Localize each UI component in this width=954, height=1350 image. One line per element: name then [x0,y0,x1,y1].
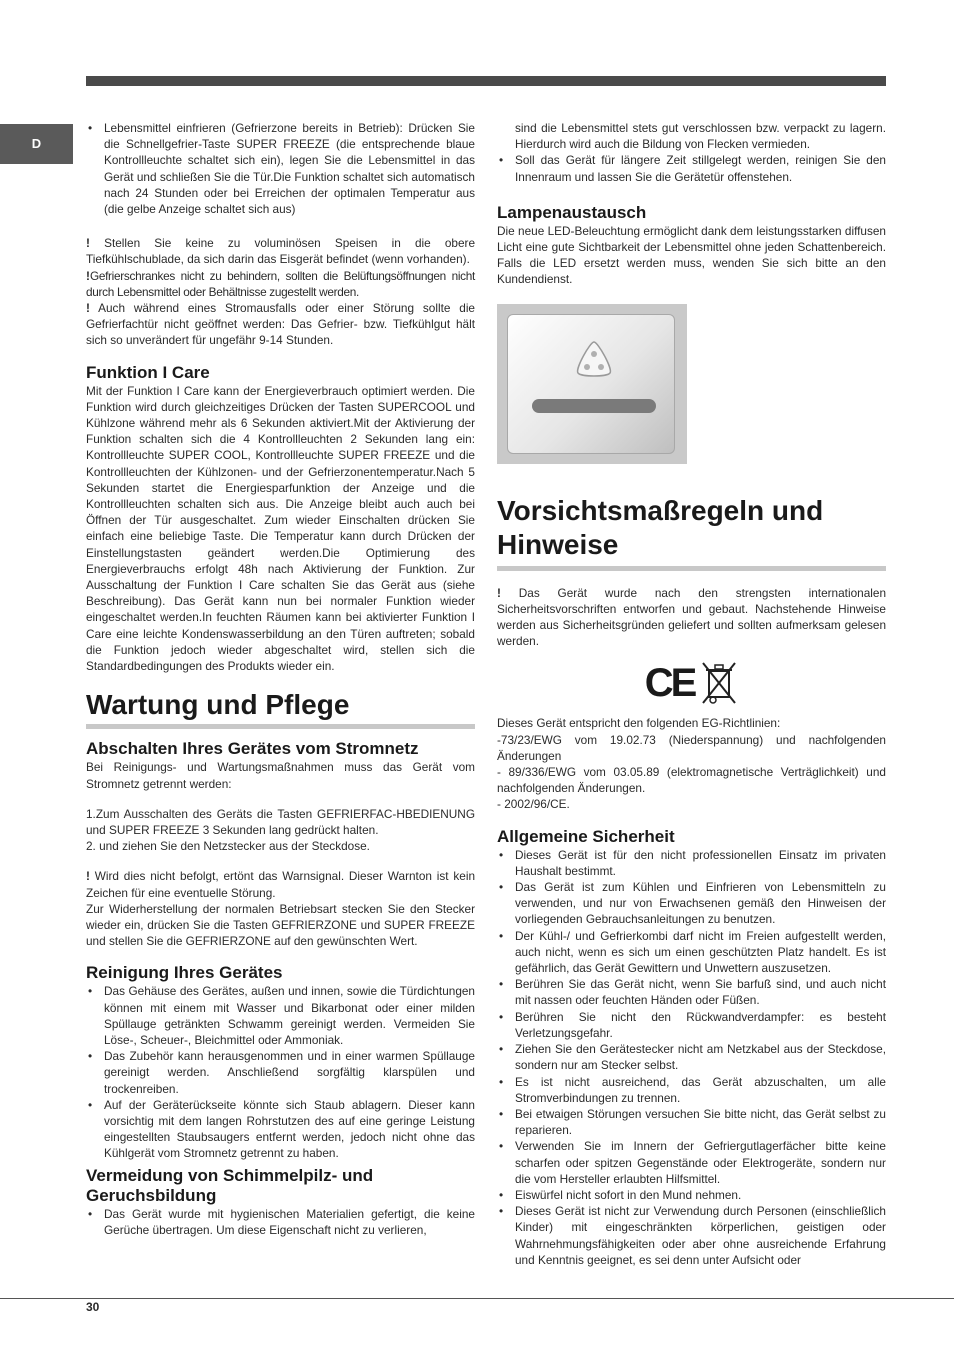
warning-text: Gefrierschrankes nicht zu behindern, sollten die Belüftungsöffnungen nicht durch Lebensmittel oder Behältnisse zugestellt werden. [86,268,475,299]
list-item: • Lebensmittel einfrieren (Gefrierzone bereits in Betrieb): Drücken Sie die Schnellgefrier-Taste SUPER FREEZE (die entsprechende blaue Kontrollleuchte schaltet sich ein), legen Sie die Lebensmittel in das Gerät und schließen Sie die Tür.Die Funktion schaltet sich automatisch nach 24 Stunden oder bei Erreichen der optimalen Temperatur aus (die gelbe Anzeige schaltet sich aus) [86,120,475,217]
mold-list [86,1206,475,1238]
list-item: • Berühren Sie das Gerät nicht, wenn Sie barfuß sind, und auch nicht mit nassen oder feuchten Händen oder Füßen. [497,976,886,1008]
language-tab: D [0,124,73,164]
ce-mark-logo: CE [644,661,695,706]
top-rule [86,76,886,86]
directive-line: - 89/336/EWG vom 03.05.89 (elektromagnetische Verträglichkeit) und nachfolgenden Änderungen. [497,765,886,796]
list-item: • Dieses Gerät ist für den nicht professionellen Einsatz im privaten Haushalt bestimmt. [497,847,886,879]
led-panel-illustration [497,304,687,464]
disconnect-warning [86,868,475,900]
icare-text: Mit der Funktion I Care kann der Energieverbrauch optimiert werden. Die Funktion wird durch gleichzeitiges Drücken der Tasten SUPERCOOL und Kühlzone während mehr als 6 Sekunden aktiviert.Mit der Aktivierung der Funktion schalten sich die 4 Kontrollleuchten 2 Sekunden lang ein: Kontrollleuchte SUPER COOL, Kontrollleuchte SUPER FREEZE und die Kontrollleuchten der Kühlzonen- und der Gefrierzonentemperatur.Nach 5 Sekunden startet die Energiesparfunktion der Anzeige und die Kontrollleuchten schalten sich aus. Die Anzeige bleibt auch auch bei Öffnen der Tür ausgeschaltet. Zum wieder Einschalten drücken Sie einfach eine beliebige Taste. Die Temperatur kann durch Drücken der Einstellungstasten geändert werden.Die Optimierung des Energieverbrauchs erfolgt 48h nach Aktivierung der Funktion. Zur Ausschaltung der Funktion I Care schalten Sie das Gerät aus (siehe Beschreibung). Das Gerät kann nun bei normaler Funktion wieder eingeschaltet werden.In feuchten Räumen kann bei aktivierter Funktion I Care eine leichte Kondenswasserbildung an den Türen auftreten; sobald die Funktion jedoch wieder abgeschaltet wird, stellen sich die Standardbedingungen des Produkts wieder ein. [86,383,475,674]
led-triangle-icon [572,339,616,379]
section-title-cleaning: Reinigung Ihres Gerätes [86,963,283,983]
right-column [497,120,886,1268]
list-item: • Bei etwaigen Störungen versuchen Sie bitte nicht, das Gerät selbst zu reparieren. [497,1106,886,1138]
panel-plate [507,314,675,454]
disconnect-restore: Zur Widerherstellung der normalen Betriebsart stecken Sie den Stecker wieder ein, drücken Sie die Tasten GEFRIERZONE und SUPER FREEZE und stellen Sie die GEFRIERZONE auf den gewünschten Wert. [86,901,475,949]
list-item: • Der Kühl-/ und Gefrierkombi darf nicht im Freien aufgestellt werden, auch nicht, wenn es sich um einen geschützten Platz handelt. Es ist gefährlich, das Gerät Gewittern und Unwettern auszusetzen. [497,928,886,977]
warning-text: Stellen Sie keine zu voluminösen Speisen in die obere Tiefkühlschublade, da sich darin das Eisgerät befindet (wenn vorhanden). [86,236,475,267]
list-item: • Dieses Gerät ist nicht zur Verwendung durch Personen (einschließlich Kinder) mit eingeschränkten körperlichen, geistigen oder Wahrnehmungsfähigkeiten oder aber ohne ausreichende Erfahrung und Kenntnis geeignet, es sei denn unter Aufsicht oder [497,1203,886,1268]
section-title-general-safety: Allgemeine Sicherheit [497,826,675,846]
list-item: • Auf der Geräterückseite könnte sich Staub ablagern. Dieser kann vorsichtig mit dem langen Rohrstutzen des auf eine geringe Leistung eingestellten Staubsaugers entfernt werden, jedoch nicht ohne das Kühlgerät vom Stromnetz getrennt zu haben. [86,1097,475,1162]
list-item: • Es ist nicht ausreichend, das Gerät abzuschalten, um alle Stromverbindungen zu trennen. [497,1074,886,1106]
warning-mark: ! [86,236,90,251]
list-item: • Das Gerät wurde mit hygienischen Materialien gefertigt, die keine Gerüche übertragen. Um diese Eigenschaft nicht zu verlieren, [86,1206,475,1238]
cleaning-list [86,983,475,1161]
warning-mark: ! [497,585,501,600]
directive-line: - 2002/96/CE. [497,797,570,812]
safety-intro-text: Das Gerät wurde nach den strengsten internationalen Sicherheitsvorschriften entworfen und gebaut. Nachstehende Hinweise werden aus Sicherheitsgründen geliefert und sollten aufmerksam gelesen werden. [497,585,887,649]
section-title-icare: Funktion I Care [86,362,210,382]
freeze-list [86,120,475,217]
list-item: • Berühren Sie nicht den Rückwandverdampfer: es besteht Verletzungsgefahr. [497,1009,886,1041]
disconnect-step-1: 1.Zum Ausschalten des Geräts die Tasten GEFRIERFAC-HBEDIENUNG und SUPER FREEZE 3 Sekunden lang gedrückt halten. [86,806,475,837]
left-column [86,120,475,1238]
compliance-marks [497,649,886,715]
heading-safety: Vorsichtsmaßregeln und Hinweise [497,494,824,560]
weee-bin-icon [700,659,738,707]
list-item: • Verwenden Sie im Innern der Gefriergutlagerfächer bitte keine scharfen oder spitzen Gegenstände oder Elektrogeräte, sondern nur die vom Hersteller erlaubten Hilfsmittel. [497,1138,886,1187]
warning-3 [86,300,475,349]
page-number: 30 [86,1300,100,1314]
warning-mark: ! [86,301,90,316]
warning-mark: ! [86,268,90,283]
lamp-text: Die neue LED-Beleuchtung ermöglicht dank dem leistungsstarken diffusen Licht eine gute Sichtbarkeit der Lebensmittel ohne jeden Schattenbereich. Falls die LED ersetzt werden muss, wenden Sie sich bitte an den Kundendienst. [497,223,886,287]
list-item: • Soll das Gerät für längere Zeit stillgelegt werden, reinigen Sie den Innenraum und lassen Sie die Gerätetür offenstehen. [497,152,886,184]
section-title-disconnect: Abschalten Ihres Gerätes vom Stromnetz [86,739,419,759]
warning-text: Auch während eines Stromausfalls oder einer Störung sollte die Gefrierfachtür nicht geöffnet werden: Das Gefrier- bzw. Tiefkühlgut hält sich so unverändert für ungefähr 9-14 Stunden. [86,301,475,348]
heading-maintenance: Wartung und Pflege [86,688,475,729]
warning-mark: ! [86,869,90,884]
directive-line: -73/23/EWG vom 19.02.73 (Niederspannung) und nachfolgenden Änderungen [497,732,886,763]
general-safety-list [497,847,886,1268]
section-title-mold: Vermeidung von Schimmelpilz- und Geruchsbildung [86,1165,374,1205]
warning-2 [86,268,475,300]
mold-list-continued [497,152,886,184]
led-strip [532,399,656,413]
warning-text: Wird dies nicht befolgt, ertönt das Warnsignal. Dieser Warnton ist kein Zeichen für eine eventuelle Störung. [86,869,476,900]
disconnect-intro: Bei Reinigungs- und Wartungsmaßnahmen muss das Gerät vom Stromnetz getrennt werden: [86,760,475,791]
list-item: • Das Gehäuse des Gerätes, außen und innen, sowie die Türdichtungen können mit einem mit Wasser und Bikarbonat oder einer milden Spüllauge getränkten Schwamm gereinigt werden. Vermeiden Sie Löse-, Scheuer-, Bleichmittel oder Ammoniak. [86,983,475,1048]
mold-continued: sind die Lebensmittel stets gut verschlossen bzw. verpackt zu lagern. Hierdurch wird auch die Bildung von Flecken vermieden. [515,121,886,152]
list-item: • Ziehen Sie den Gerätestecker nicht am Netzkabel aus der Steckdose, sondern nur am Stecker selbst. [497,1041,886,1073]
safety-intro [497,585,886,650]
list-item: • Eiswürfel nicht sofort in den Mund nehmen. [497,1187,886,1203]
list-item: • Das Zubehör kann herausgenommen und in einer warmen Spüllauge gereinigt werden. Anschließend sorgfältig klarspülen und trockenreiben. [86,1048,475,1097]
warning-1 [86,235,475,267]
section-title-lamp: Lampenaustausch [497,202,647,222]
footer-rule [0,1298,954,1299]
disconnect-step-2: 2. und ziehen Sie den Netzstecker aus der Steckdose. [86,839,370,854]
directive-line: Dieses Gerät entspricht den folgenden EG-Richtlinien: [497,716,781,731]
list-item: • Das Gerät ist zum Kühlen und Einfrieren von Lebensmitteln zu verwenden, und nur von Erwachsenen gemäß den Hinweisen der vorliegenden Gebrauchsanleitungen zu benutzen. [497,879,886,928]
